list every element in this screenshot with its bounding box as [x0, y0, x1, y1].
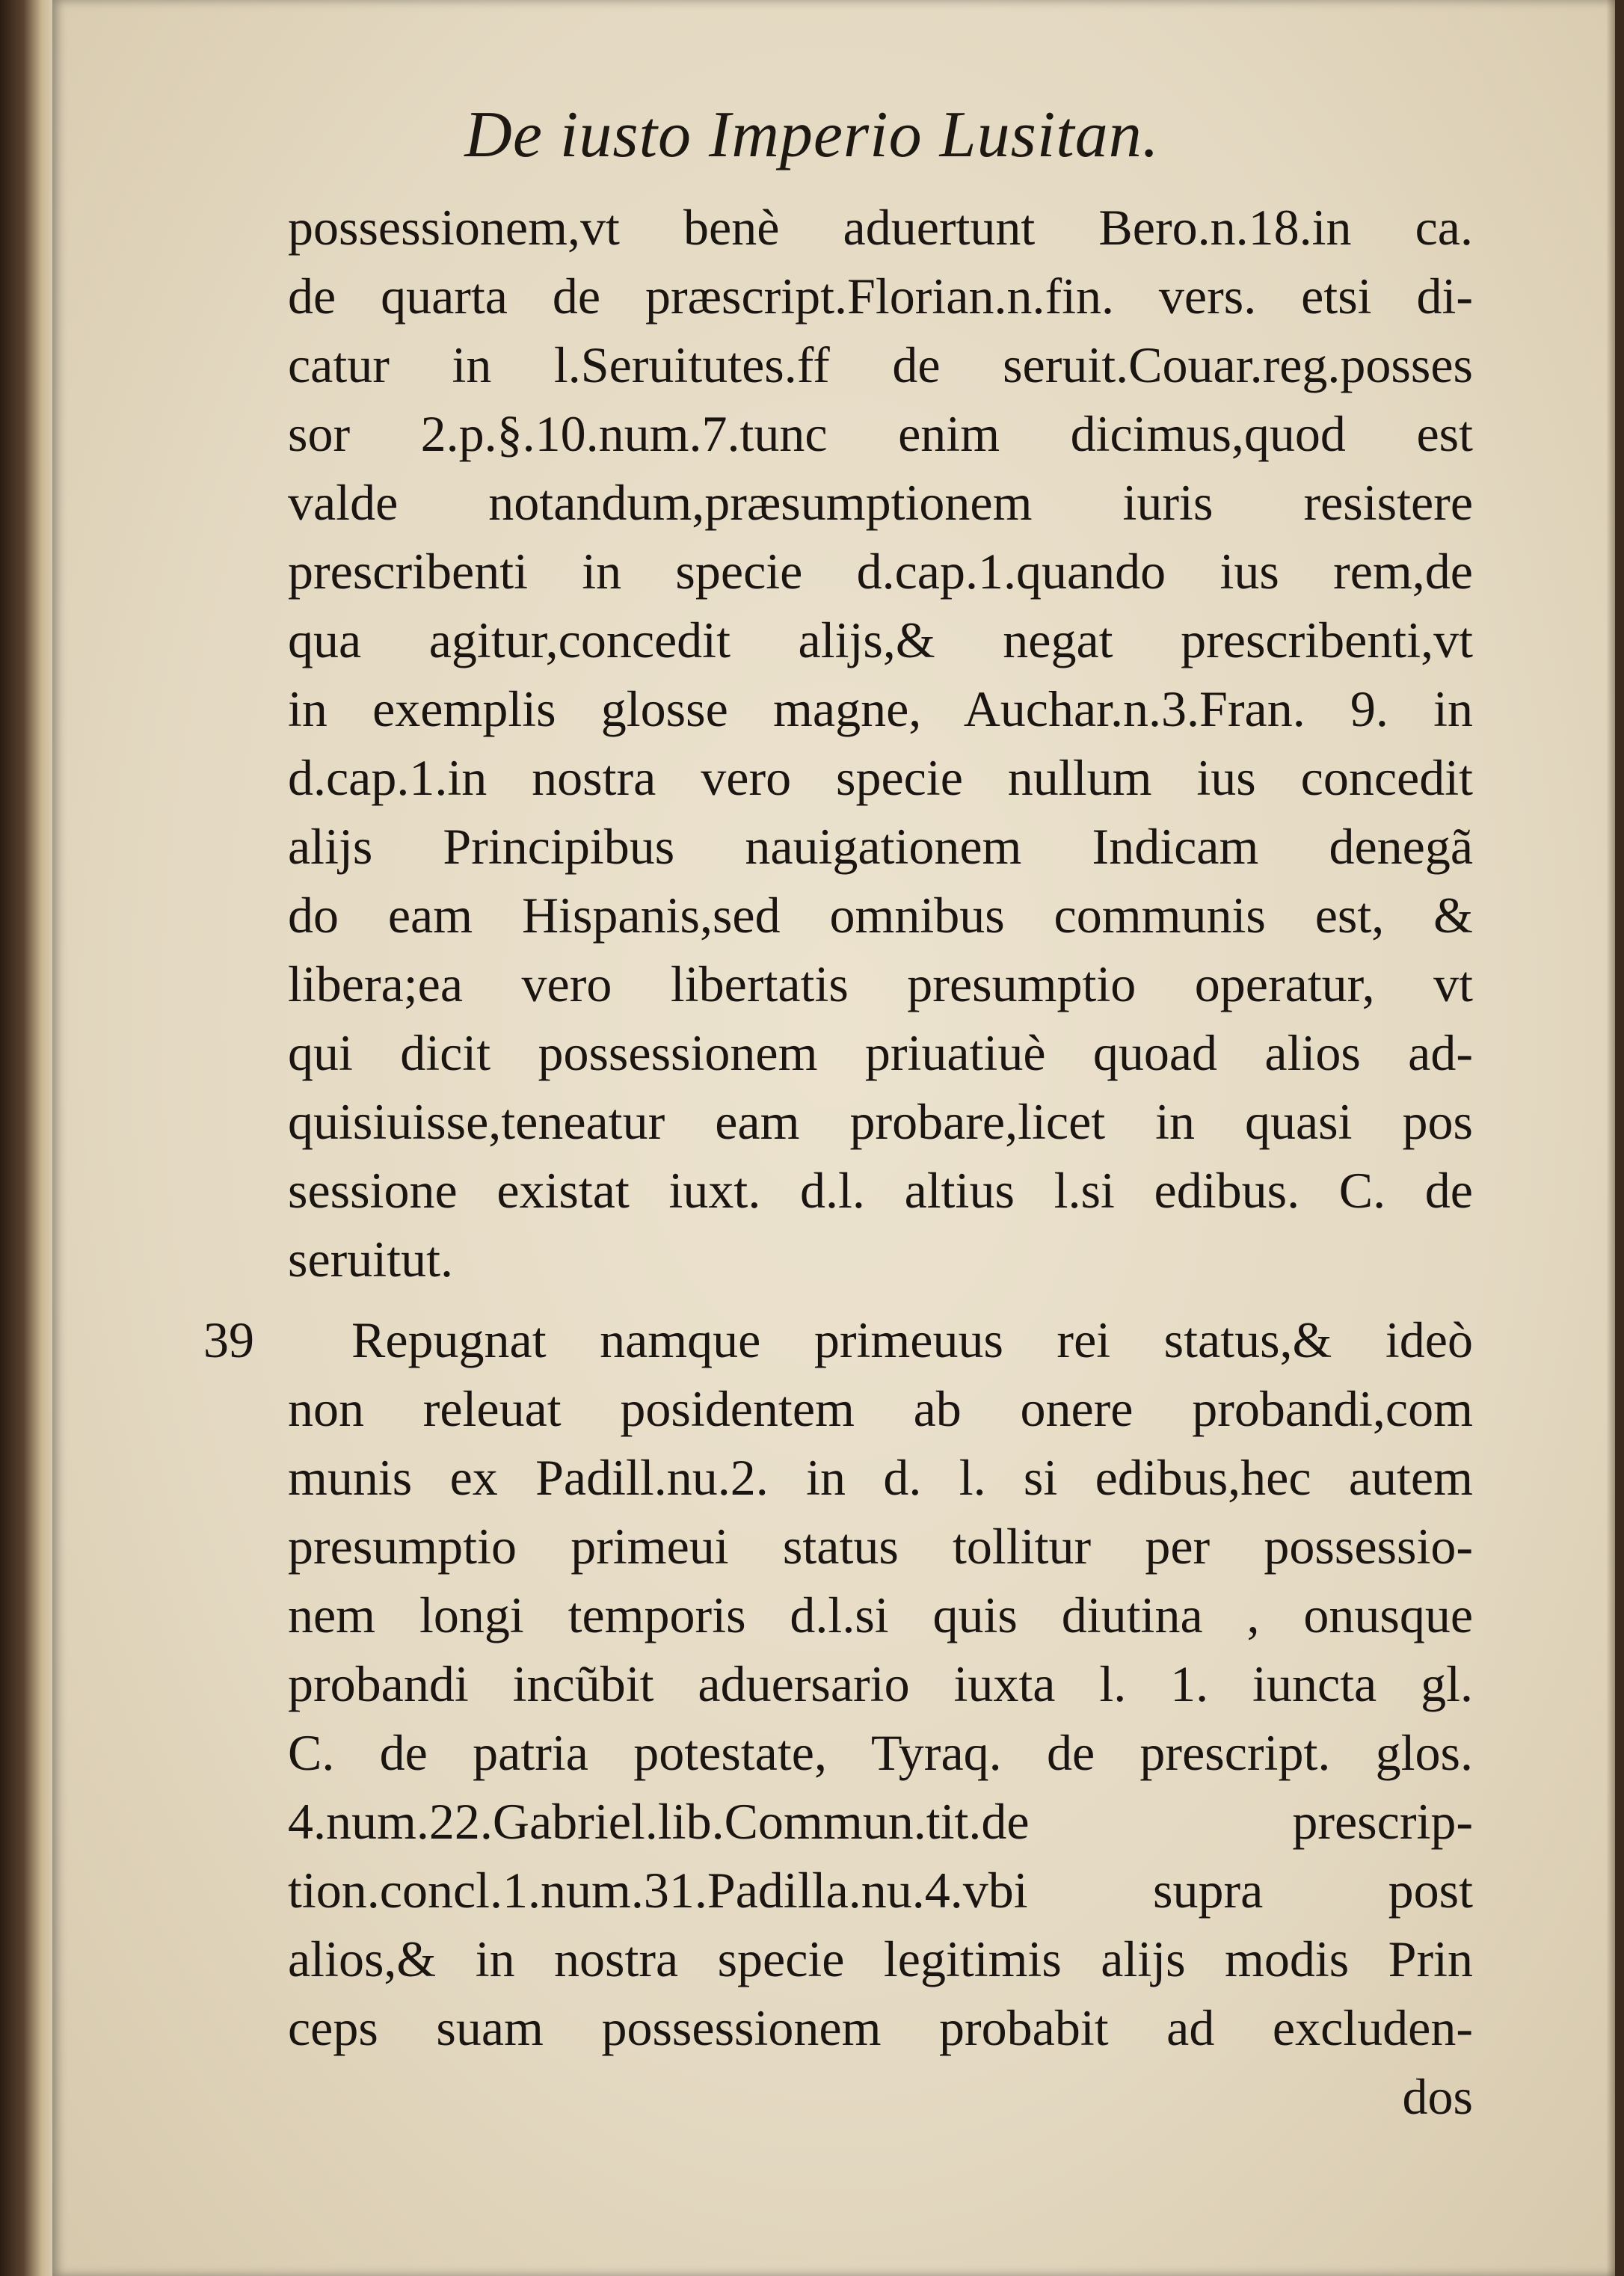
text-line: qua agitur,concedit alijs,& negat prescribenti,vt [288, 612, 1473, 668]
book-spine [0, 0, 52, 2276]
text-line: do eam Hispanis,sed omnibus communis est, & [288, 887, 1473, 944]
text-line: Repugnat namque primeuus rei status,& ideò [351, 1311, 1473, 1368]
text-line: nem longi temporis d.l.si quis diutina , onusque [288, 1587, 1473, 1643]
catchword: dos [1402, 2068, 1473, 2125]
paragraph-2 [288, 1305, 1473, 2062]
text-line: qui dicit possessionem priuatiuè quoad alios ad- [288, 1024, 1473, 1081]
text-line: ceps suam possessionem probabit ad excluden- [288, 1999, 1473, 2056]
text-line: possessionem,vt benè aduertunt Bero.n.18.in ca. [288, 199, 1473, 256]
text-line: libera;ea vero libertatis presumptio operatur, vt [288, 956, 1473, 1012]
text-line: sor 2.p.§.10.num.7.tunc enim dicimus,quod est [288, 405, 1473, 462]
text-line: C. de patria potestate, Tyraq. de prescript. glos. [288, 1724, 1473, 1781]
text-line: 4.num.22.Gabriel.lib.Commun.tit.de prescrip- [288, 1793, 1473, 1850]
text-line: probandi incũbit aduersario iuxta l. 1. iuncta gl. [288, 1655, 1473, 1712]
text-line: seruitut. [288, 1231, 453, 1288]
paragraph-gap [288, 1294, 1473, 1305]
paragraph-1 [288, 193, 1473, 1294]
text-line: de quarta de præscript.Florian.n.fin. vers. etsi di- [288, 268, 1473, 325]
text-line: alios,& in nostra specie legitimis alijs modis Prin [288, 1931, 1473, 1987]
text-line: quisiuisse,teneatur eam probare,licet in quasi pos [288, 1093, 1473, 1150]
text-line: prescribenti in specie d.cap.1.quando ius rem,de [288, 543, 1473, 600]
text-line: munis ex Padill.nu.2. in d. l. si edibus,hec autem [288, 1449, 1473, 1506]
text-line: in exemplis glosse magne, Auchar.n.3.Fran. 9. in [288, 680, 1473, 737]
text-line: catur in l.Seruitutes.ff de seruit.Couar.reg.posses [288, 336, 1473, 393]
text-line: presumptio primeui status tollitur per possessio- [288, 1518, 1473, 1575]
text-line: alijs Principibus nauigationem Indicam denegã [288, 818, 1473, 875]
text-line: valde notandum,præsumptionem iuris resistere [288, 474, 1473, 531]
text-block [288, 193, 1473, 2131]
text-line: tion.concl.1.num.31.Padilla.nu.4.vbi supra post [288, 1862, 1473, 1919]
running-head: De iusto Imperio Lusitan. [464, 99, 1160, 171]
margin-number: 39 [203, 1311, 254, 1368]
text-line: sessione existat iuxt. d.l. altius l.si edibus. C. de [288, 1162, 1473, 1219]
text-line: non releuat posidentem ab onere probandi,com [288, 1380, 1473, 1437]
text-line: d.cap.1.in nostra vero specie nullum ius concedit [288, 749, 1473, 806]
page-edge-shadow [1606, 0, 1615, 2276]
